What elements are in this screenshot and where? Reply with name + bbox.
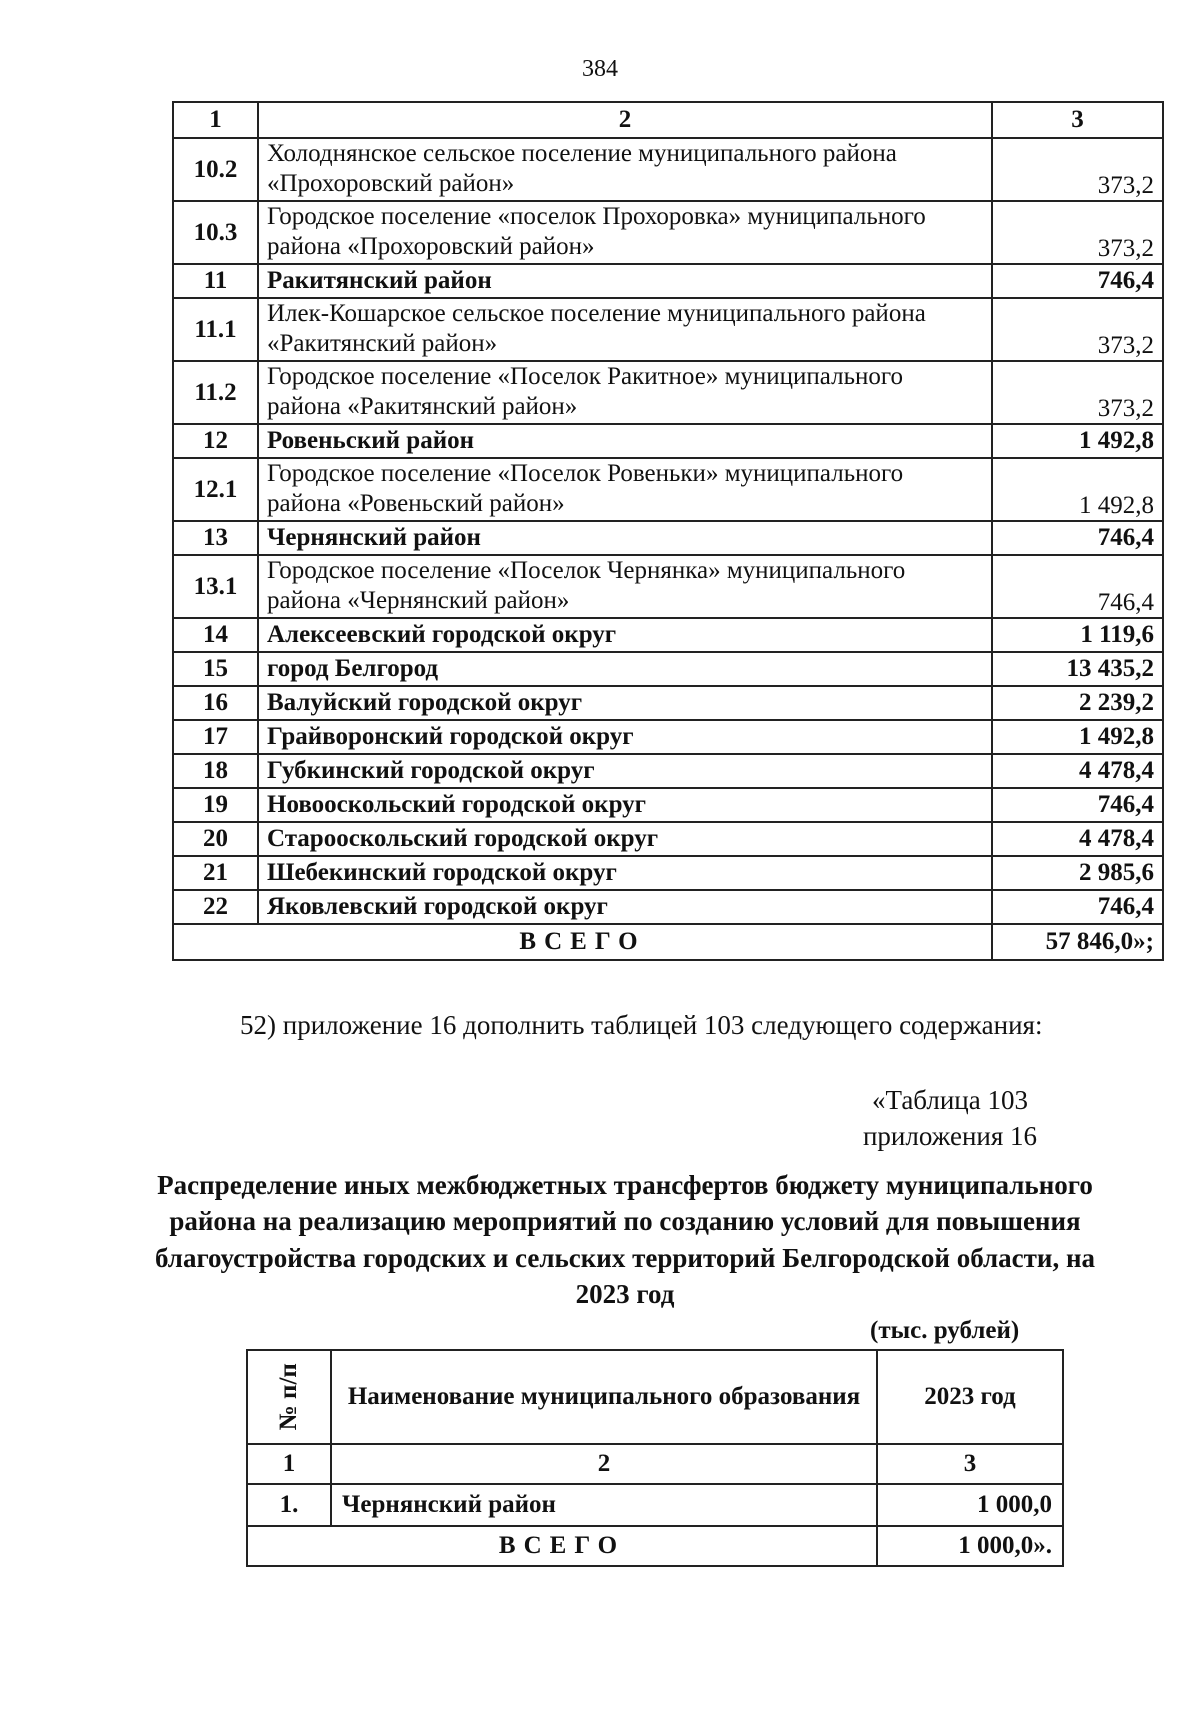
amendment-instruction: 52) приложение 16 дополнить таблицей 103 следующего содержания: xyxy=(240,1010,1043,1040)
table-row xyxy=(173,264,1163,298)
column-number-header: 1 xyxy=(173,102,258,138)
page-number: 384 xyxy=(582,56,618,82)
row-name: Губкинский городской округ xyxy=(258,754,992,788)
row-name: Городское поселение «Поселок Ракитное» муниципального района «Ракитянский район» xyxy=(258,361,992,424)
row-number: 18 xyxy=(173,754,258,788)
row-name: Городское поселение «Поселок Чернянка» муниципального района «Чернянский район» xyxy=(258,555,992,618)
row-name: Алексеевский городской округ xyxy=(258,618,992,652)
row-value: 4 478,4 xyxy=(992,822,1163,856)
row-name: Ракитянский район xyxy=(258,264,992,298)
table-row xyxy=(173,521,1163,555)
table-reference-line: «Таблица 103 xyxy=(872,1085,1028,1115)
table-row xyxy=(173,822,1163,856)
row-number: 13.1 xyxy=(173,555,258,618)
row-name: Ровеньский район xyxy=(258,424,992,458)
table-row xyxy=(173,458,1163,521)
row-value: 746,4 xyxy=(992,788,1163,822)
header-cell-number xyxy=(247,1350,331,1444)
row-number: 19 xyxy=(173,788,258,822)
table-row xyxy=(173,720,1163,754)
table-row xyxy=(173,754,1163,788)
row-value: 373,2 xyxy=(992,298,1163,361)
column-number-header: 3 xyxy=(992,102,1163,138)
row-name: Илек-Кошарское сельское поселение муниципального района «Ракитянский район» xyxy=(258,298,992,361)
row-name: Холоднянское сельское поселение муниципального района «Прохоровский район» xyxy=(258,138,992,201)
row-number: 16 xyxy=(173,686,258,720)
column-number-header: 2 xyxy=(331,1444,877,1484)
row-number: 17 xyxy=(173,720,258,754)
row-name: город Белгород xyxy=(258,652,992,686)
row-value: 1 000,0 xyxy=(877,1484,1063,1526)
units-label: (тыс. рублей) xyxy=(870,1317,1020,1344)
row-value: 1 492,8 xyxy=(992,720,1163,754)
row-value: 4 478,4 xyxy=(992,754,1163,788)
row-number: 11.2 xyxy=(173,361,258,424)
table-row xyxy=(173,201,1163,264)
row-name: Старооскольский городской округ xyxy=(258,822,992,856)
table-103 xyxy=(246,1349,1064,1567)
header-cell-name: Наименование муниципального образования xyxy=(331,1350,877,1444)
row-value: 373,2 xyxy=(992,138,1163,201)
table-row xyxy=(173,890,1163,924)
table-reference-line: приложения 16 xyxy=(862,1121,1038,1152)
table-row xyxy=(173,618,1163,652)
column-number-header: 1 xyxy=(247,1444,331,1484)
row-name: Новооскольский городской округ xyxy=(258,788,992,822)
row-value: 746,4 xyxy=(992,521,1163,555)
row-value: 2 239,2 xyxy=(992,686,1163,720)
row-number: 21 xyxy=(173,856,258,890)
row-value: 373,2 xyxy=(992,201,1163,264)
table-row xyxy=(173,298,1163,361)
row-value: 2 985,6 xyxy=(992,856,1163,890)
row-number: 20 xyxy=(173,822,258,856)
table-row xyxy=(173,138,1163,201)
column-number-header: 2 xyxy=(258,102,992,138)
table-row xyxy=(173,856,1163,890)
table-row xyxy=(173,555,1163,618)
row-name: Шебекинский городской округ xyxy=(258,856,992,890)
row-number: 14 xyxy=(173,618,258,652)
row-number: 10.3 xyxy=(173,201,258,264)
table-row xyxy=(173,424,1163,458)
row-number: 12.1 xyxy=(173,458,258,521)
column-number-row xyxy=(247,1444,1063,1484)
table-row xyxy=(173,686,1163,720)
allocation-table-continued xyxy=(172,101,1164,961)
row-value: 1 492,8 xyxy=(992,458,1163,521)
header-row xyxy=(247,1350,1063,1444)
row-name: Яковлевский городской округ xyxy=(258,890,992,924)
row-number: 15 xyxy=(173,652,258,686)
row-value: 373,2 xyxy=(992,361,1163,424)
total-value: 57 846,0»; xyxy=(992,924,1163,960)
row-value: 746,4 xyxy=(992,555,1163,618)
row-name: Чернянский район xyxy=(331,1484,877,1526)
header-number-label: № п/п xyxy=(275,1363,303,1431)
row-value: 746,4 xyxy=(992,890,1163,924)
row-value: 746,4 xyxy=(992,264,1163,298)
row-number: 11.1 xyxy=(173,298,258,361)
row-number: 1. xyxy=(247,1484,331,1526)
row-number: 10.2 xyxy=(173,138,258,201)
row-name: Городское поселение «Поселок Ровеньки» муниципального района «Ровеньский район» xyxy=(258,458,992,521)
row-name: Валуйский городской округ xyxy=(258,686,992,720)
table-title: Распределение иных межбюджетных трансфертов бюджету муниципального района на реализацию мероприятий по созданию условий для повышения благоустройства городских и сельских территорий Белгородской области, на 2023 год xyxy=(154,1170,1096,1310)
row-value: 13 435,2 xyxy=(992,652,1163,686)
row-value: 1 119,6 xyxy=(992,618,1163,652)
column-number-row xyxy=(173,102,1163,138)
total-value: 1 000,0». xyxy=(877,1526,1063,1566)
header-cell-year: 2023 год xyxy=(877,1350,1063,1444)
table-row xyxy=(173,361,1163,424)
table-row xyxy=(173,788,1163,822)
table-row xyxy=(173,652,1163,686)
total-label: ВСЕГО xyxy=(247,1526,877,1566)
table-row xyxy=(247,1484,1063,1526)
total-label: ВСЕГО xyxy=(173,924,992,960)
row-number: 11 xyxy=(173,264,258,298)
total-row xyxy=(247,1526,1063,1566)
row-name: Грайворонский городской округ xyxy=(258,720,992,754)
table-reference xyxy=(830,1082,1070,1155)
row-value: 1 492,8 xyxy=(992,424,1163,458)
column-number-header: 3 xyxy=(877,1444,1063,1484)
row-number: 12 xyxy=(173,424,258,458)
total-row xyxy=(173,924,1163,960)
row-name: Чернянский район xyxy=(258,521,992,555)
row-number: 22 xyxy=(173,890,258,924)
row-number: 13 xyxy=(173,521,258,555)
row-name: Городское поселение «поселок Прохоровка» муниципального района «Прохоровский район» xyxy=(258,201,992,264)
